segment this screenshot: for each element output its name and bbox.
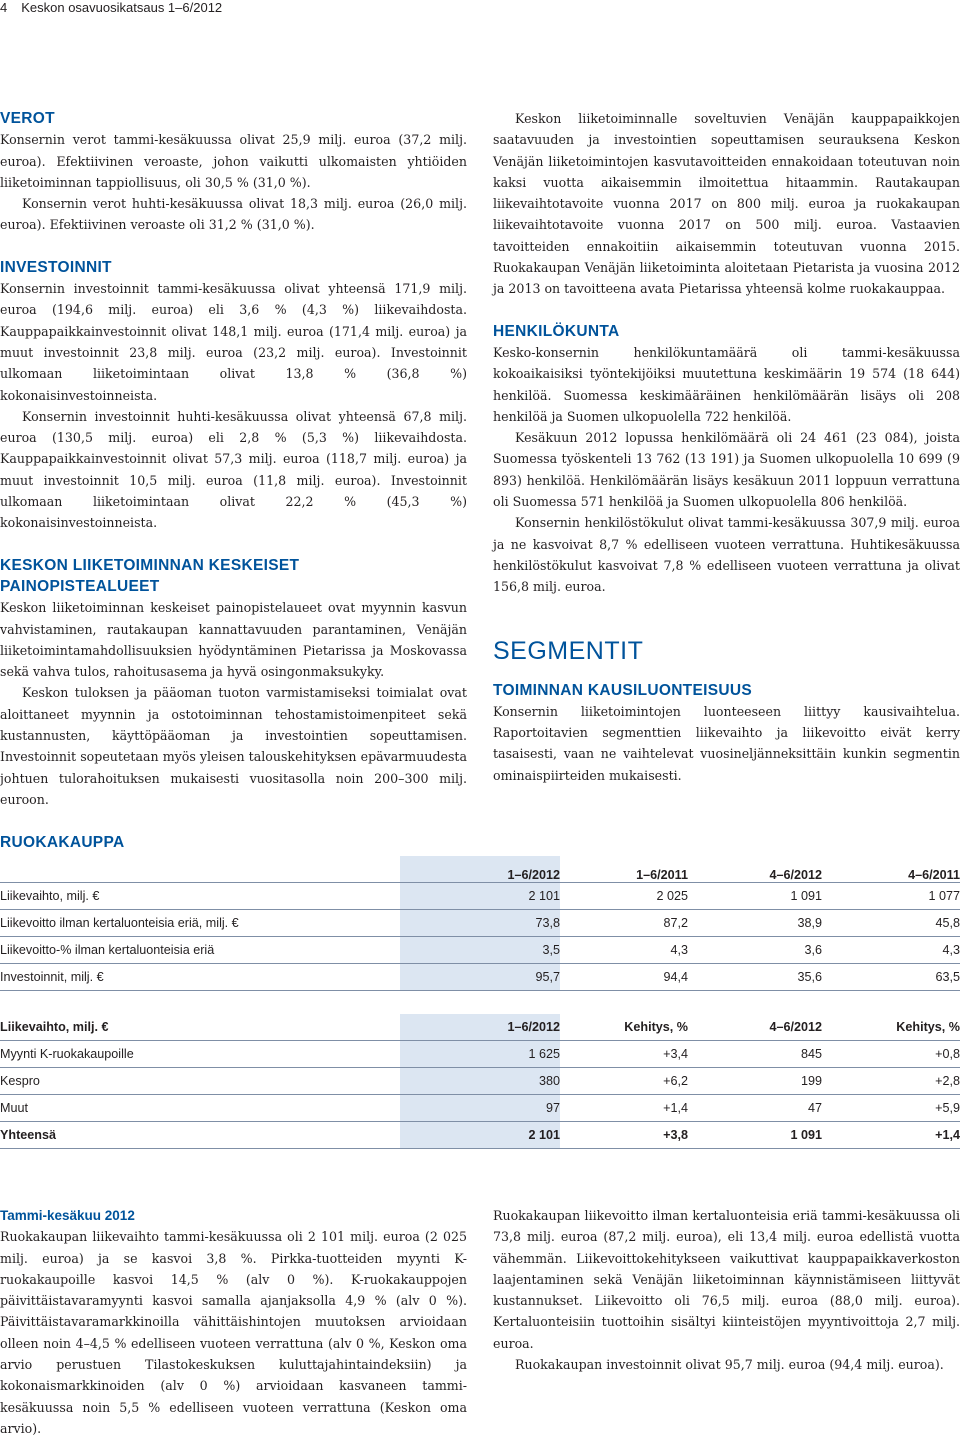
page-number: 4	[0, 0, 8, 15]
row-label: Muut	[0, 1095, 400, 1122]
cell: 47	[688, 1095, 822, 1122]
cell: 1 625	[400, 1041, 560, 1068]
ruokakauppa-net-sales-table	[0, 1014, 960, 1149]
cell: 2 101	[400, 883, 560, 910]
cell: +0,8	[822, 1041, 960, 1068]
investoinnit-paragraph-2: Konsernin investoinnit huhti-kesäkuussa olivat yhteensä 67,8 milj. euroa (130,5 milj. euroa) eli 2,8 % (5,3 %) liikevaihdosta. Kauppapaikkainvestoinnit olivat 57,3 milj. euroa (118,7 milj. euroa) ja muut investoinnit 10,5 milj. euroa (11,8 milj. euroa). Investoinnit ulkomaan liiketoimintaan olivat 22,2 % (45,3 %) kokonaisinvestoinneista.	[0, 408, 467, 531]
heading-henkilokunta: HENKILÖKUNTA	[493, 322, 620, 340]
keskeiset-paragraph-1: Keskon liiketoiminnan keskeiset painopistelaueet ovat myynnin kasvun vahvistaminen, rautakaupan kannattavuuden parantaminen, Venäjän liiketoimintamahdollisuuksien hyödyntäminen Pietarissa ja Moskovassa sekä vahva tulos, rahoitusasema ja hyvä osingonmaksukyky.	[0, 600, 467, 680]
bottom-left-column	[0, 1205, 467, 1439]
table-row	[0, 1041, 960, 1068]
cell: 94,4	[560, 964, 688, 991]
table-header: Kehitys, %	[560, 1014, 688, 1041]
cell: 1 091	[688, 883, 822, 910]
cell: +3,8	[560, 1122, 688, 1149]
table-header: 4–6/2012	[688, 856, 822, 883]
table-header: 1–6/2012	[400, 856, 560, 883]
row-label: Kespro	[0, 1068, 400, 1095]
cell: 4,3	[822, 937, 960, 964]
right-column	[493, 108, 960, 786]
cell: 380	[400, 1068, 560, 1095]
cell: +2,8	[822, 1068, 960, 1095]
investoinnit-paragraph-1: Konsernin investoinnit tammi-kesäkuussa olivat yhteensä 171,9 milj. euroa (194,6 milj. euroa) eli 3,6 % (4,3 %) liikevaihdosta. Kauppapaikkainvestoinnit olivat 148,1 milj. euroa (171,4 milj. euroa) ja muut investoinnit 23,8 milj. euroa (23,2 milj. euroa). Investoinnit ulkomaan liiketoimintaan olivat 13,8 % (36,8 %) kokonaisinvestoinneista.	[0, 281, 467, 403]
table-row	[0, 937, 960, 964]
row-label: Investoinnit, milj. €	[0, 964, 400, 991]
row-label: Liikevoitto ilman kertaluonteisia eriä, milj. €	[0, 910, 400, 937]
heading-segmentit: SEGMENTIT	[493, 636, 644, 665]
bottom-right-column	[493, 1205, 960, 1375]
table-header: Kehitys, %	[822, 1014, 960, 1041]
table-header	[0, 856, 400, 883]
row-label: Myynti K-ruokakaupoille	[0, 1041, 400, 1068]
henkilokunta-paragraph-1: Kesko-konsernin henkilökuntamäärä oli tammi-kesäkuussa kokoaikaisiksi työntekijöiksi muutettuna keskimäärin 19 574 (18 644) henkilöä. Suomessa keskimääräinen henkilömäärän lisäys oli 208 henkilöä ja Suomen ulkopuolella 722 henkilöä.	[493, 344, 960, 424]
cell: 2 101	[400, 1122, 560, 1149]
table-row	[0, 1095, 960, 1122]
cell: 845	[688, 1041, 822, 1068]
cell: 87,2	[560, 910, 688, 937]
verot-paragraph-1: Konsernin verot tammi-kesäkuussa olivat 25,9 milj. euroa (37,2 milj. euroa). Efektiivinen veroaste, johon vaikutti ulkomaisten yhtiöiden liiketoiminnan tappiollisuus, oli 30,5 % (31,0 %).	[0, 132, 467, 190]
heading-keskeiset	[0, 555, 467, 598]
cell: 199	[688, 1068, 822, 1095]
cell: +1,4	[822, 1122, 960, 1149]
liikevoitto-paragraph: Ruokakaupan liikevoitto ilman kertaluonteisia eriä tammi-kesäkuussa oli 73,8 milj. euroa (87,2 milj. euroa), eli 13,4 milj. euroa edellistä vuotta vähemmän. Liikevoittokehitykseen vaikuttivat kauppapaikkaverkoston laajentaminen sekä Venäjän liiketoiminnan käynnistämiseen liittyvät kustannukset. Liikevoitto oli 76,5 milj. euroa (88,0 milj. euroa). Kertaluonteisiin tuottoihin sisältyi kiinteistöjen myyntivoittoja 2,7 milj. euroa.	[493, 1208, 960, 1351]
cell: +6,2	[560, 1068, 688, 1095]
heading-verot: VEROT	[0, 110, 55, 127]
table-header-row	[0, 1014, 960, 1041]
row-label: Liikevaihto, milj. €	[0, 883, 400, 910]
table-row	[0, 1068, 960, 1095]
investoinnit-summary-paragraph: Ruokakaupan investoinnit olivat 95,7 milj. euroa (94,4 milj. euroa).	[515, 1357, 944, 1373]
heading-tammi-kesakuu: Tammi-kesäkuu 2012	[0, 1208, 135, 1223]
table-header: 4–6/2011	[822, 856, 960, 883]
heading-ruokakauppa: RUOKAKAUPPA	[0, 834, 125, 851]
ruokakauppa-key-figures-table	[0, 856, 960, 991]
kausiluonteisuus-paragraph: Konsernin liiketoimintojen luonteeseen liittyy kausivaihtelua. Raportoitavien segmenttien liikevaihto ja liikevoitto eivät kerry tasaisesti, vaan ne vaihtelevat vuosineljänneksittäin kunkin segmentin ominaispiirteiden mukaisesti.	[493, 703, 960, 783]
cell: +1,4	[560, 1095, 688, 1122]
cell: 45,8	[822, 910, 960, 937]
cell: 38,9	[688, 910, 822, 937]
cell: 1 091	[688, 1122, 822, 1149]
table-header-row	[0, 856, 960, 883]
verot-paragraph-2: Konsernin verot huhti-kesäkuussa olivat 18,3 milj. euroa (26,0 milj. euroa). Efektiivinen veroaste oli 31,2 % (31,0 %).	[0, 196, 467, 233]
heading-keskeiset-line-2: PAINOPISTEALUEET	[0, 577, 160, 595]
report-title: Keskon osavuosikatsaus 1–6/2012	[21, 0, 223, 15]
cell: 95,7	[400, 964, 560, 991]
cell: 35,6	[688, 964, 822, 991]
running-head	[0, 0, 222, 15]
heading-kausiluonteisuus: TOIMINNAN KAUSILUONTEISUUS	[493, 681, 752, 699]
henkilokunta-paragraph-3: Konsernin henkilöstökulut olivat tammi-kesäkuussa 307,9 milj. euroa ja ne kasvoivat 8,7 % edelliseen vuoteen verrattuna. Huhtikesäkuussa henkilöstökulut kasvoivat 7,8 % edelliseen vuoteen verrattuna ja olivat 156,8 milj. euroa.	[493, 515, 960, 595]
table-header: 1–6/2012	[400, 1014, 560, 1041]
table-row	[0, 964, 960, 991]
tammi-kesakuu-paragraph: Ruokakaupan liikevaihto tammi-kesäkuussa oli 2 101 milj. euroa (2 025 milj. euroa) ja se kasvoi 3,8 %. Pirkka-tuotteiden myynti K-ruokakaupoille kasvoi 14,5 % (alv 0 %). K-ruokakauppojen päivittäistavaramyynti kasvoi samalla ajanjaksolla 4,9 % (alv 0 %). Päivittäistavaramarkkinoilla vähittäishintojen muutoksen arvioidaan olleen noin 4–4,5 % edelliseen vuoteen verrattuna (alv 0 %, Keskon oma arvio perustuen Tilastokeskuksen kuluttajahintaindeksiin) ja kokonaismarkkinoiden (alv 0 %) arvioidaan kasvaneen tammi-kesäkuussa noin 5,5 % edelliseen vuoteen verrattuna (Keskon oma arvio).	[0, 1229, 467, 1436]
cell: 73,8	[400, 910, 560, 937]
cell: 1 077	[822, 883, 960, 910]
heading-investoinnit: INVESTOINNIT	[0, 258, 112, 276]
table-header: 1–6/2011	[560, 856, 688, 883]
henkilokunta-paragraph-2: Kesäkuun 2012 lopussa henkilömäärä oli 24 461 (23 084), joista Suomessa työskenteli 13 762 (13 191) ja Suomen ulkopuolella 10 699 (9 893) henkilöä. Henkilömäärän lisäys kesäkuun 2011 loppuun verrattuna oli Suomessa 571 henkilöä ja Suomen ulkopuolella 806 henkilöä.	[493, 430, 960, 510]
left-column	[0, 108, 467, 810]
cell: +5,9	[822, 1095, 960, 1122]
cell: 97	[400, 1095, 560, 1122]
cell: 4,3	[560, 937, 688, 964]
cell: +3,4	[560, 1041, 688, 1068]
table-header: 4–6/2012	[688, 1014, 822, 1041]
table-row	[0, 910, 960, 937]
cell: 3,6	[688, 937, 822, 964]
heading-keskeiset-line-1: KESKON LIIKETOIMINNAN KESKEISET	[0, 556, 300, 574]
table-header: Liikevaihto, milj. €	[0, 1014, 400, 1041]
row-label: Yhteensä	[0, 1122, 400, 1149]
keskeiset-paragraph-2: Keskon tuloksen ja pääoman tuoton varmistamiseksi toimialat ovat aloittaneet myynnin ja ostotoiminnan tehostamistoimenpiteet sekä kustannusten, käyttöpääoman ja investointien sopeuttamisen. Investoinnit sopeutetaan myös yleisen talouskehityksen epävarmuudesta johtuen tulorahoituksen mukaisesti vuositasolla noin 200–300 milj. euroon.	[0, 685, 467, 807]
cell: 3,5	[400, 937, 560, 964]
venaja-paragraph: Keskon liiketoiminnalle soveltuvien Venäjän kauppapaikkojen saatavuuden ja investointien sopeuttamisen seurauksena Keskon Venäjän liiketoimintojen kasvutavoitteiden ennakoidaan toteutuvan noin kaksi vuotta aikaisemmin ilmoitettua hitaammin. Rautakaupan liikevaihtotavoite vuonna 2017 on 800 milj. euroa ja ruokakaupan liikevaihtotavoite vuonna 2017 on 500 milj. euroa. Vastaavien tavoitteiden ennakoitiin aikaisemmin toteutuvan vuonna 2015. Ruokakaupan Venäjän liiketoiminta aloitetaan Pietarista ja vuosina 2012 ja 2013 on tavoitteena avata Pietarissa yhteensä kolme ruokakauppaa.	[493, 111, 960, 297]
row-label: Liikevoitto-% ilman kertaluonteisia eriä	[0, 937, 400, 964]
table-total-row	[0, 1122, 960, 1149]
cell: 2 025	[560, 883, 688, 910]
table-row	[0, 883, 960, 910]
cell: 63,5	[822, 964, 960, 991]
